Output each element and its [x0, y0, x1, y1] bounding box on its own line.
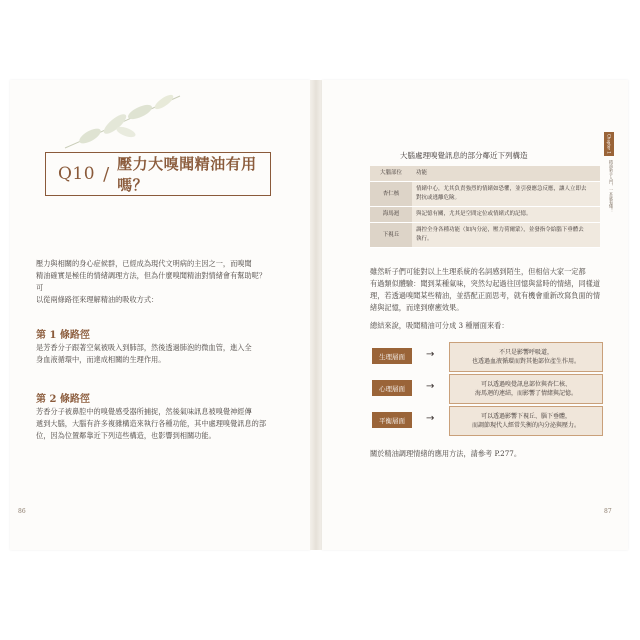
path1-paragraph — [36, 342, 272, 366]
table-cell-part: 杏仁核 — [370, 182, 412, 207]
text-line: 有過類似體驗：聞到某種氣味，突然勾起過往回憶與當時的情緒，同樣道 — [370, 279, 601, 288]
table-header-cell: 大腦部位 — [370, 166, 412, 182]
table-header-row — [370, 166, 600, 182]
chapter-side-text: 精油新手入門，一本就看懂！ — [609, 160, 614, 212]
brain-structure-table — [370, 166, 600, 248]
page-number-right: 87 — [604, 508, 612, 515]
table-header-cell: 功能 — [412, 166, 600, 182]
text-line: 緒與記憶，而達到療癒效果。 — [370, 303, 464, 312]
table-row — [370, 223, 600, 248]
desc-line: 海馬迴的連結，而影響了情緒與記憶。 — [474, 390, 577, 397]
text-line: 理，若透過嗅聞某些精油，並搭配正面思考，就有機會重新改寫負面的情 — [370, 291, 601, 300]
text-line: 精油確實是極佳的情緒調理方法，但為什麼嗅聞精油對情緒會有幫助呢？可 — [36, 271, 267, 292]
table-cell-function — [412, 223, 600, 248]
text-line: 位，因為位置鄰靠近下列這些構造，也影響到相關功能。 — [36, 431, 216, 440]
page-number-left: 86 — [18, 508, 26, 515]
level-description — [449, 406, 603, 436]
text-line: 是芳香分子跟著空氣被吸入到肺部，然後透過肺泡的微血管，進入全 — [36, 343, 252, 352]
summary-paragraph: 總結來說，吸聞精油可分成 3 種層面來看： — [370, 321, 509, 330]
table-cell-part: 海馬迴 — [370, 207, 412, 223]
table-title: 大腦處理嗅覺訊息的部分鄰近下列構造 — [400, 151, 528, 160]
cell-line: 對抗或逃離危險。 — [416, 195, 461, 201]
desc-line: 不只是影響呼吸道， — [498, 349, 553, 356]
path2-paragraph — [36, 406, 272, 442]
path2-heading: 第 2 條路徑 — [36, 394, 90, 405]
question-title: 壓力大嗅聞精油有用嗎？ — [117, 155, 257, 194]
desc-line: 可以透過影響下視丘、腦下垂體， — [480, 413, 571, 420]
arrow-right-icon: → — [426, 349, 435, 360]
desc-line: 而調節現代人經常失衡的內分泌與壓力。 — [471, 422, 580, 429]
cell-line: 與記憶有關，尤其是空間定位或情緒式的記憶。 — [416, 211, 532, 217]
question-number: Q10 — [58, 164, 96, 184]
question-title-box — [45, 152, 271, 196]
cell-line: 執行。 — [416, 236, 433, 242]
reference-note: 關於精油調理情緒的應用方法，請參考 P.277。 — [370, 449, 522, 458]
level-description — [449, 342, 603, 372]
cell-line: 調控全身各種功能（如內分泌，壓力荷爾蒙），並發指令給腦下垂體去 — [416, 227, 584, 233]
intro-paragraph — [36, 258, 272, 306]
text-line: 壓力與相關的身心症候群，已經成為現代文明病的主因之一，而嗅聞 — [36, 259, 252, 268]
cell-line: 情緒中心，尤其負責強烈的情緒如恐懼，並引發應急反應，讓人立即去 — [416, 186, 587, 192]
table-row — [370, 182, 600, 207]
chapter-tab: Chapter 1 — [604, 132, 614, 156]
table-cell-part: 下視丘 — [370, 223, 412, 248]
question-slash: / — [103, 163, 110, 185]
desc-line: 也透過血液循環而對其他部位產生作用。 — [471, 358, 580, 365]
text-line: 以從兩條路徑來理解精油的吸收方式： — [36, 295, 159, 304]
table-cell-function — [412, 207, 600, 223]
level-label: 平衡層面 — [372, 412, 412, 428]
text-line: 遞到大腦，大腦有許多複雜構造來執行各種功能，其中處理嗅覺訊息的部 — [36, 419, 267, 428]
leaf-decoration-icon — [60, 88, 190, 158]
level-label: 生理層面 — [372, 348, 412, 364]
desc-line: 可以透過嗅覺訊息部位與杏仁核、 — [480, 381, 571, 388]
book-spine — [310, 80, 322, 550]
table-cell-function — [412, 182, 600, 207]
arrow-right-icon: → — [426, 413, 435, 424]
arrow-right-icon: → — [426, 381, 435, 392]
level-label: 心理層面 — [372, 380, 412, 396]
text-line: 身血液循環中，而達成相關的生理作用。 — [36, 355, 166, 364]
explanation-paragraph — [370, 266, 602, 314]
table-row — [370, 207, 600, 223]
text-line: 雖然昕子們可能對以上生理系統的名詞感到陌生，但相信大家一定都 — [370, 267, 586, 276]
text-line: 芳香分子被鼻腔中的嗅覺感受器所捕捉，然後氣味訊息被嗅覺神經傳 — [36, 407, 252, 416]
path1-heading: 第 1 條路徑 — [36, 330, 90, 341]
level-description — [449, 374, 603, 404]
